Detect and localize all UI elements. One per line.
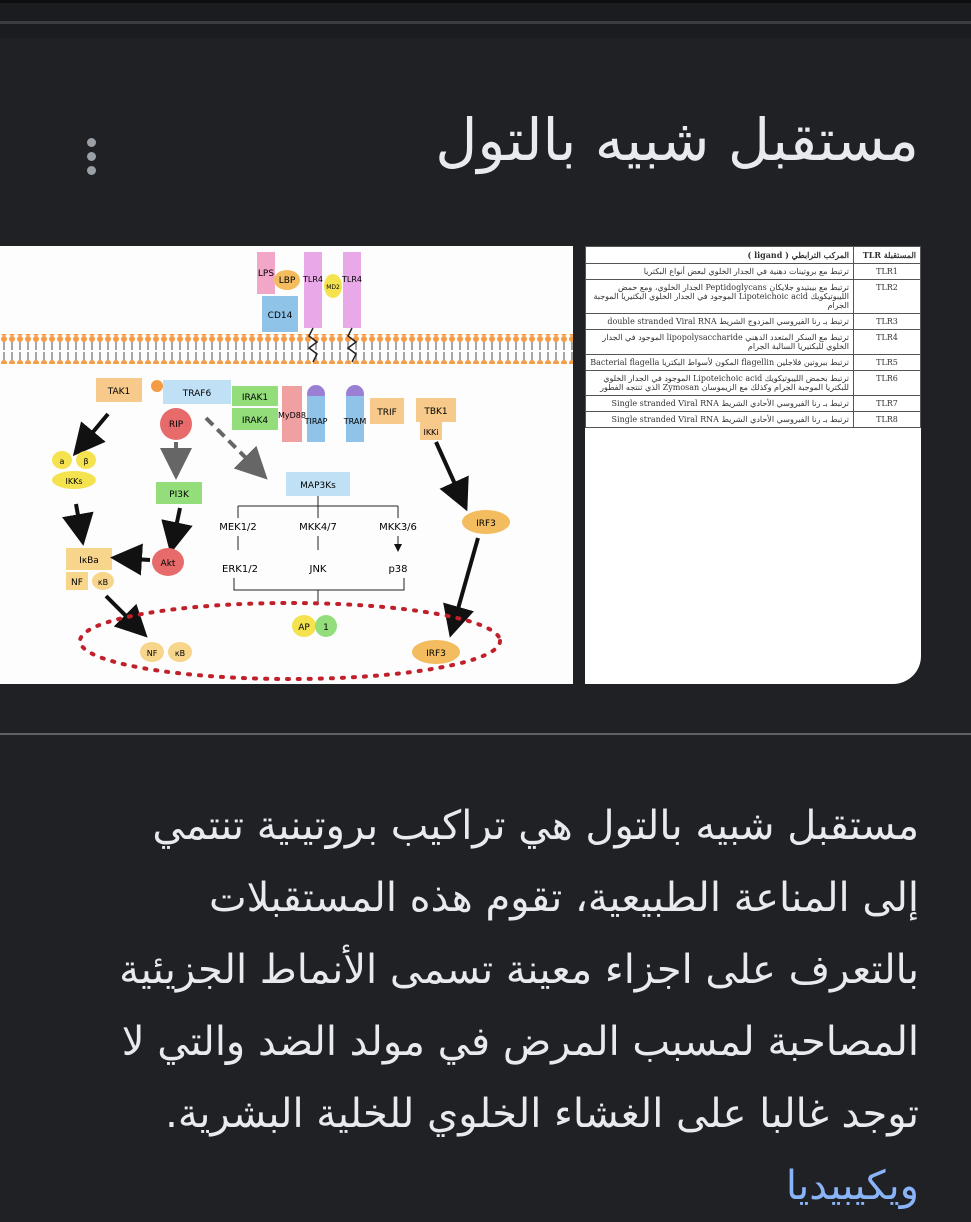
jnk-label: JNK bbox=[309, 564, 327, 575]
table-cell-text: ترتبط بـ رنا الفيروسي الأحادي الشريط Single stranded Viral RNA bbox=[586, 412, 854, 428]
ikki-label: IKKi bbox=[423, 428, 439, 437]
tlr-ligand-table bbox=[585, 246, 921, 428]
mek12-label: MEK1/2 bbox=[219, 522, 257, 533]
table-cell-text: ترتبط ببروتين فلاجلين flagellin المكون لأسواط البكتريا Bacterial flagella bbox=[586, 355, 854, 371]
ap1-one-label: 1 bbox=[323, 623, 329, 633]
cd14-label: CD14 bbox=[267, 311, 293, 321]
table-row bbox=[586, 280, 921, 314]
table-row bbox=[586, 355, 921, 371]
irak4-label: IRAK4 bbox=[241, 416, 269, 426]
table-cell-id: TLR5 bbox=[854, 355, 921, 371]
irak1-label: IRAK1 bbox=[241, 393, 269, 403]
table-row bbox=[586, 264, 921, 280]
table-cell-id: TLR8 bbox=[854, 412, 921, 428]
md2-label: MD2 bbox=[326, 284, 340, 291]
table-cell-text: ترتبط بحمض الليبوتيكويك Lipoteichoic acid الموجود في الجدار الخلوي للبكتريا الموجبة الجرام وكذلك مع الزيموسان Zymosan الذي تنتجه الفطور bbox=[586, 371, 854, 396]
top-bar bbox=[0, 0, 971, 41]
map3ks-label: MAP3Ks bbox=[300, 481, 336, 491]
table-row bbox=[586, 330, 921, 355]
table-header-receptor: المستقبلة TLR bbox=[854, 247, 921, 264]
top-bar-line bbox=[0, 21, 971, 24]
pi3k-label: PI3K bbox=[169, 490, 189, 500]
table-cell-id: TLR1 bbox=[854, 264, 921, 280]
table-cell-id: TLR2 bbox=[854, 280, 921, 314]
description-text bbox=[89, 790, 919, 1222]
mkk47-label: MKK4/7 bbox=[299, 522, 337, 533]
irf3-bottom-label: IRF3 bbox=[426, 649, 446, 659]
akt-label: Akt bbox=[160, 559, 176, 569]
table-cell-text: ترتبط مع بيبتيدو جلايكان Peptidoglycans الجدار الخلوي، ومع حمض الليبوتيكويك Lipoteichoic acid الموجود في الجدار الخلوي البكتيريا الموجبة الجرام bbox=[586, 280, 854, 314]
table-cell-text: ترتبط مع السكر المتعدد الدهني lipopolysaccharide الموجود في الجدار الخلوي للبكتيريا السالبة الجرام bbox=[586, 330, 854, 355]
section-divider bbox=[0, 733, 971, 735]
table-row bbox=[586, 396, 921, 412]
table-cell-id: TLR4 bbox=[854, 330, 921, 355]
nf-label-1: NF bbox=[71, 578, 83, 588]
tbk1-label: TBK1 bbox=[424, 407, 448, 417]
p38-label: p38 bbox=[388, 564, 408, 575]
tirap-label: TIRAP bbox=[304, 417, 328, 426]
tram-label: TRAM bbox=[343, 417, 367, 426]
irf3-top-label: IRF3 bbox=[476, 519, 496, 529]
tlr-pathway-diagram bbox=[0, 246, 573, 684]
ikk-beta-label: β bbox=[83, 457, 89, 466]
tlr-pathway-image[interactable] bbox=[0, 246, 573, 684]
more-vert-icon[interactable] bbox=[76, 138, 106, 178]
traf6-label: TRAF6 bbox=[182, 389, 212, 399]
ikba-label: IκBa bbox=[79, 556, 99, 566]
table-row bbox=[586, 412, 921, 428]
trif-label: TRIF bbox=[377, 408, 397, 418]
cell-membrane bbox=[0, 334, 573, 364]
tlr-table-image[interactable] bbox=[585, 246, 921, 684]
nf-label-2: NF bbox=[146, 649, 158, 658]
tlr4-right-label: TLR4 bbox=[342, 275, 362, 284]
panel-title: مستقبل شبيه بالتول bbox=[435, 106, 919, 174]
table-cell-text: ترتبط بـ رنا الفيروسي المزدوج الشريط double stranded Viral RNA bbox=[586, 314, 854, 330]
myd88-label: MyD88 bbox=[278, 411, 306, 420]
ikk-alpha-label: a bbox=[59, 457, 65, 466]
tak1-label: TAK1 bbox=[107, 387, 131, 397]
table-row bbox=[586, 314, 921, 330]
lps-label: LPS bbox=[257, 269, 275, 279]
tlr4-left-label: TLR4 bbox=[303, 275, 323, 284]
table-cell-id: TLR3 bbox=[854, 314, 921, 330]
table-cell-id: TLR6 bbox=[854, 371, 921, 396]
table-cell-text: ترتبط مع بروتينات دهنية في الجدار الخلوي لبعض أنواع البكتريا bbox=[586, 264, 854, 280]
ikks-label: IKKs bbox=[65, 477, 83, 486]
mkk36-label: MKK3/6 bbox=[379, 522, 417, 533]
wikipedia-link[interactable]: ويكيبيديا bbox=[785, 1163, 919, 1209]
description-body: مستقبل شبيه بالتول هي تراكيب بروتينية تنتمي إلى المناعة الطبيعية، تقوم هذه المستقبلات بالتعرف على اجزاء معينة تسمى الأنماط الجزيئية المصاحبة لمسبب المرض في مولد الضد والتي لا توجد غالبا على الغشاء الخلوي للخلية البشرية. bbox=[119, 803, 919, 1137]
ap-label: AP bbox=[298, 623, 310, 633]
lbp-label: LBP bbox=[278, 276, 296, 286]
table-cell-text: ترتبط بـ رنا الفيروسي الأحادي الشريط Single stranded Viral RNA bbox=[586, 396, 854, 412]
rip-label: RIP bbox=[168, 420, 184, 430]
kb-label-2: κB bbox=[174, 649, 186, 658]
tlr4-right bbox=[343, 252, 361, 328]
table-cell-id: TLR7 bbox=[854, 396, 921, 412]
kb-label-1: κB bbox=[97, 578, 109, 587]
table-header-ligand: المركب الترابطي ( ligand ) bbox=[586, 247, 854, 264]
table-row bbox=[586, 371, 921, 396]
tlr4-left bbox=[304, 252, 322, 328]
erk12-label: ERK1/2 bbox=[222, 564, 258, 575]
